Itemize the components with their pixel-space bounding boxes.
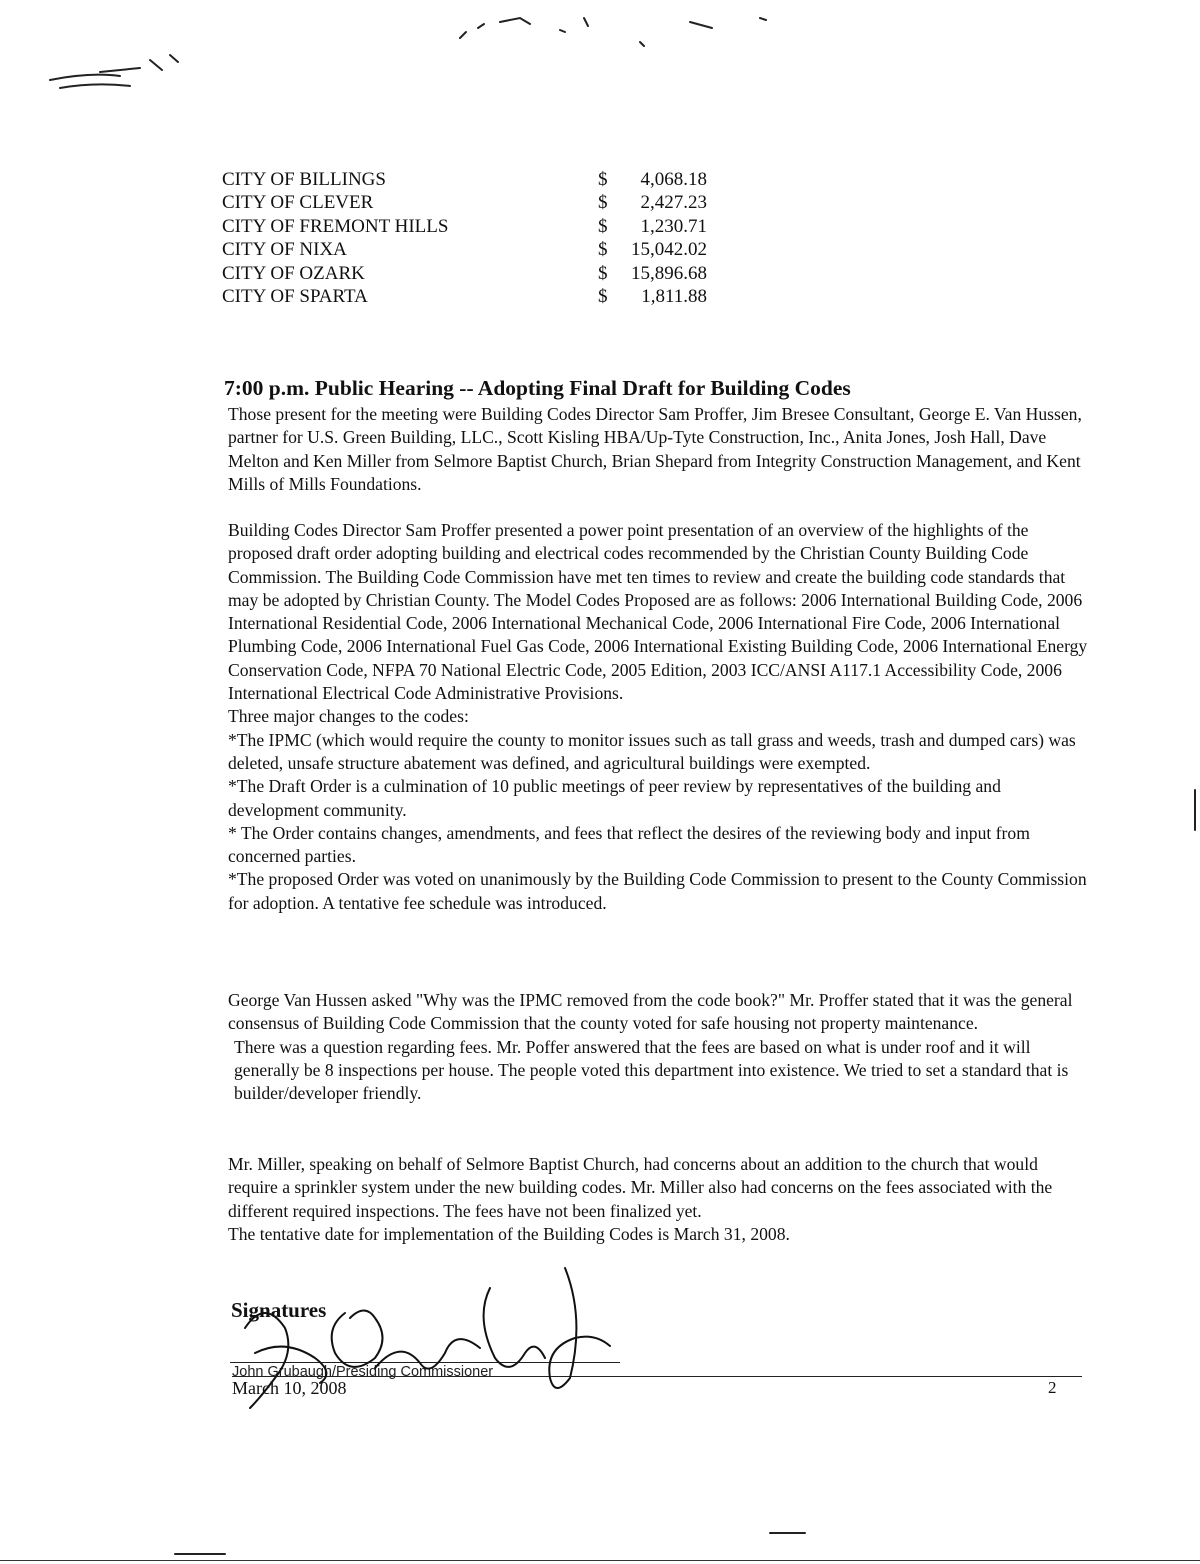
currency-symbol: $ [598, 262, 608, 284]
change-item: * The Order contains changes, amendments, and fees that reflect the desires of the reviewing body and input from concerned parties. [228, 822, 1030, 867]
section-heading: 7:00 p.m. Public Hearing -- Adopting Final Draft for Building Codes [224, 376, 851, 400]
amount: 1,230.71 [640, 215, 707, 237]
miller-section [228, 1153, 1088, 1246]
currency-symbol: $ [598, 169, 608, 190]
implementation-date: The tentative date for implementation of the Building Codes is March 31, 2008. [228, 1223, 790, 1244]
amount: 2,427.23 [640, 192, 707, 214]
paragraph-text: Building Codes Director Sam Proffer presented a power point presentation of an overview of the highlights of the proposed draft order adopting building and electrical codes recommended by the Christian County Building Code Commission. The Building Code Commission have met ten times to review and create the building code standards that may be adopted by Christian County. The Model Codes Proposed are as follows: 2006 International Building Code, 2006 International Residential Code, 2006 International Mechanical Code, 2006 International Fire Code, 2006 International Plumbing Code, 2006 International Fuel Gas Code, 2006 International Existing Building Code, 2006 International Energy Conservation Code, NFPA 70 National Electric Code, 2005 Edition, 2003 ICC/ANSI A117.1 Accessibility Code, 2006 International Electrical Code Administrative Provisions. [228, 520, 1088, 704]
changes-intro: Three major changes to the codes: [228, 706, 469, 727]
paragraph-text: There was a question regarding fees. Mr. Poffer answered that the fees are based on what is under roof and it will generally be 8 inspections per house. The people voted this department into existence. We tried to set a standard that is builder/developer friendly. [234, 1036, 1069, 1104]
paragraph-text: George Van Hussen asked "Why was the IPMC removed from the code book?" Mr. Proffer stated that it was the general consensus of Building Code Commission that the county voted for safe housing not property maintenance. [228, 990, 1073, 1034]
table-row [222, 168, 742, 191]
table-row [222, 215, 742, 238]
city-name: CITY OF OZARK [222, 262, 365, 284]
currency-symbol: $ [598, 215, 608, 237]
table-row [222, 285, 742, 308]
amount: 15,896.68 [631, 262, 707, 284]
table-row [222, 238, 742, 261]
currency-symbol: $ [598, 239, 608, 261]
attendees-paragraph [228, 403, 1088, 496]
city-name: CITY OF CLEVER [222, 192, 374, 214]
page-edge-rule [0, 1560, 1200, 1561]
signature-date: March 10, 2008 [232, 1378, 347, 1398]
amount: 1,811.88 [641, 285, 707, 307]
table-row [222, 191, 742, 214]
paragraph-text: Mr. Miller, speaking on behalf of Selmore Baptist Church, had concerns about an addition to the church that would require a sprinkler system under the new building codes. Mr. Miller also had concerns on the fees associated with the different required inspections. The fees have not been finalized yet. [228, 1154, 1053, 1221]
city-payments-table [222, 168, 742, 308]
signer-name: John Grubaugh/Presiding Commissioner [232, 1364, 494, 1380]
currency-symbol: $ [598, 192, 608, 214]
change-item: *The IPMC (which would require the county to monitor issues such as tall grass and weeds, trash and dumped cars) was deleted, unsafe structure abatement was defined, and agricultural buildings were exempted. [228, 729, 1076, 773]
signatures-heading: Signatures [231, 1298, 327, 1322]
presentation-section [228, 519, 1088, 915]
city-name: CITY OF NIXA [222, 239, 347, 261]
amount: 4,068.18 [640, 169, 707, 190]
change-item: *The Draft Order is a culmination of 10 public meetings of peer review by representatives of the building and development community. [228, 776, 1001, 820]
city-name: CITY OF BILLINGS [222, 169, 386, 190]
questions-section [228, 989, 1088, 1105]
page-number: 2 [1048, 1378, 1057, 1397]
city-name: CITY OF SPARTA [222, 285, 368, 307]
currency-symbol: $ [598, 285, 608, 307]
change-item: *The proposed Order was voted on unanimously by the Building Code Commission to present to the County Commission for adoption. A tentative fee schedule was introduced. [228, 869, 1087, 913]
amount: 15,042.02 [631, 239, 707, 261]
table-row [222, 262, 742, 285]
paragraph-text: Those present for the meeting were Building Codes Director Sam Proffer, Jim Bresee Consultant, George E. Van Hussen, partner for U.S. Green Building, LLC., Scott Kisling HBA/Up-Tyte Construction, Inc., Anita Jones, Josh Hall, Dave Melton and Ken Miller from Selmore Baptist Church, Brian Shepard from Integrity Construction Management, and Kent Mills of Mills Foundations. [228, 404, 1082, 494]
city-name: CITY OF FREMONT HILLS [222, 215, 449, 237]
handwritten-signature [225, 1258, 625, 1418]
